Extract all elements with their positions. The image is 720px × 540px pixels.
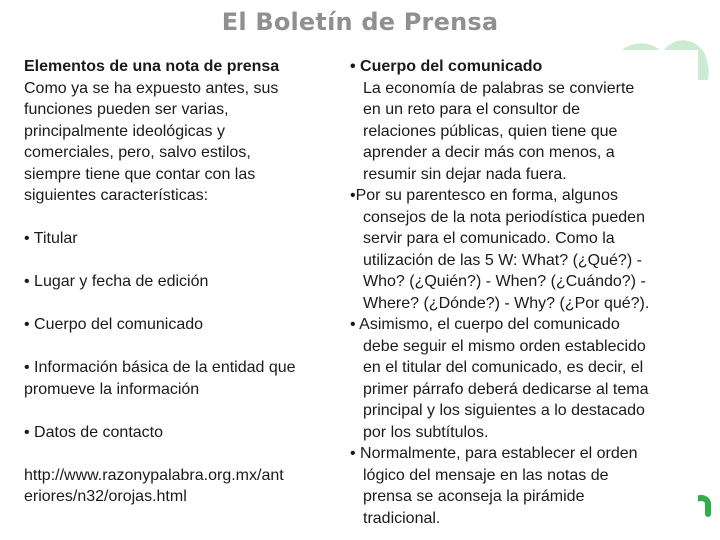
- left-text-panel: [18, 50, 330, 510]
- paragraph-line: •Por su parentesco en forma, algunos: [350, 187, 618, 204]
- paragraph-line: principal y los siguientes a lo destacado: [363, 402, 645, 419]
- paragraph-line: en el titular del comunicado, es decir, el: [363, 359, 644, 376]
- intro-line: principalmente ideológicas y: [24, 122, 225, 140]
- bullet-datos-contacto: • Datos de contacto: [24, 423, 164, 441]
- bullet-informacion-basica: • Información básica de la entidad que: [24, 359, 296, 376]
- left-panel-content: [18, 50, 330, 508]
- paragraph-line: lógico del mensaje en las notas de: [363, 466, 609, 484]
- intro-line: comerciales, pero, salvo estilos,: [24, 144, 251, 161]
- section-heading: • Cuerpo del comunicado: [350, 58, 543, 75]
- right-panel-content: [340, 50, 698, 529]
- intro-line: siguientes características:: [24, 187, 209, 204]
- paragraph-asimismo: [350, 314, 698, 443]
- paragraph-line: por los subtítulos.: [363, 423, 489, 441]
- intro-line: Como ya se ha expuesto antes, sus: [24, 79, 279, 97]
- paragraph-normalmente: [350, 443, 698, 529]
- paragraph-economia: [350, 78, 698, 186]
- intro-paragraph: [24, 78, 330, 207]
- right-text-panel: [340, 50, 698, 532]
- paragraph-line: • Asimismo, el cuerpo del comunicado: [350, 316, 620, 333]
- paragraph-line: tradicional.: [363, 509, 441, 527]
- intro-line: siempre tiene que contar con las: [24, 165, 256, 183]
- paragraph-parentesco: [350, 185, 698, 314]
- source-url: http://www.razonypalabra.org.mx/ant: [24, 466, 284, 484]
- section-title: Elementos de una nota de prensa: [24, 58, 280, 75]
- intro-line: funciones pueden ser varias,: [24, 101, 229, 118]
- paragraph-line: utilización de las 5 W: What? (¿Qué?) -: [363, 251, 642, 269]
- bullet-lugar-fecha: • Lugar y fecha de edición: [24, 273, 209, 290]
- paragraph-line: debe seguir el mismo orden establecido: [363, 337, 646, 355]
- paragraph-line: La economía de palabras se convierte: [363, 79, 635, 97]
- paragraph-line: relaciones públicas, quien tiene que: [363, 122, 618, 140]
- paragraph-line: prensa se aconseja la pirámide: [363, 488, 585, 505]
- bullet-titular: • Titular: [24, 230, 78, 247]
- paragraph-line: en un reto para el consultor de: [363, 101, 581, 118]
- paragraph-line: • Normalmente, para establecer el orden: [350, 445, 638, 462]
- paragraph-line: resumir sin dejar nada fuera.: [363, 165, 567, 183]
- paragraph-line: Where? (¿Dónde?) - Why? (¿Por qué?).: [363, 294, 650, 312]
- paragraph-line: aprender a decir más con menos, a: [363, 144, 615, 161]
- paragraph-line: primer párrafo deberá dedicarse al tema: [363, 380, 649, 398]
- paragraph-line: Who? (¿Quién?) - When? (¿Cuándo?) -: [363, 273, 646, 290]
- paragraph-line: servir para el comunicado. Como la: [363, 230, 615, 247]
- bullet-cuerpo: • Cuerpo del comunicado: [24, 316, 204, 333]
- bullet-informacion-basica-cont: promueve la información: [24, 380, 200, 398]
- paragraph-line: consejos de la nota periodística pueden: [363, 208, 645, 226]
- page-title: El Boletín de Prensa: [221, 8, 499, 36]
- source-url-cont: eriores/n32/orojas.html: [24, 488, 187, 505]
